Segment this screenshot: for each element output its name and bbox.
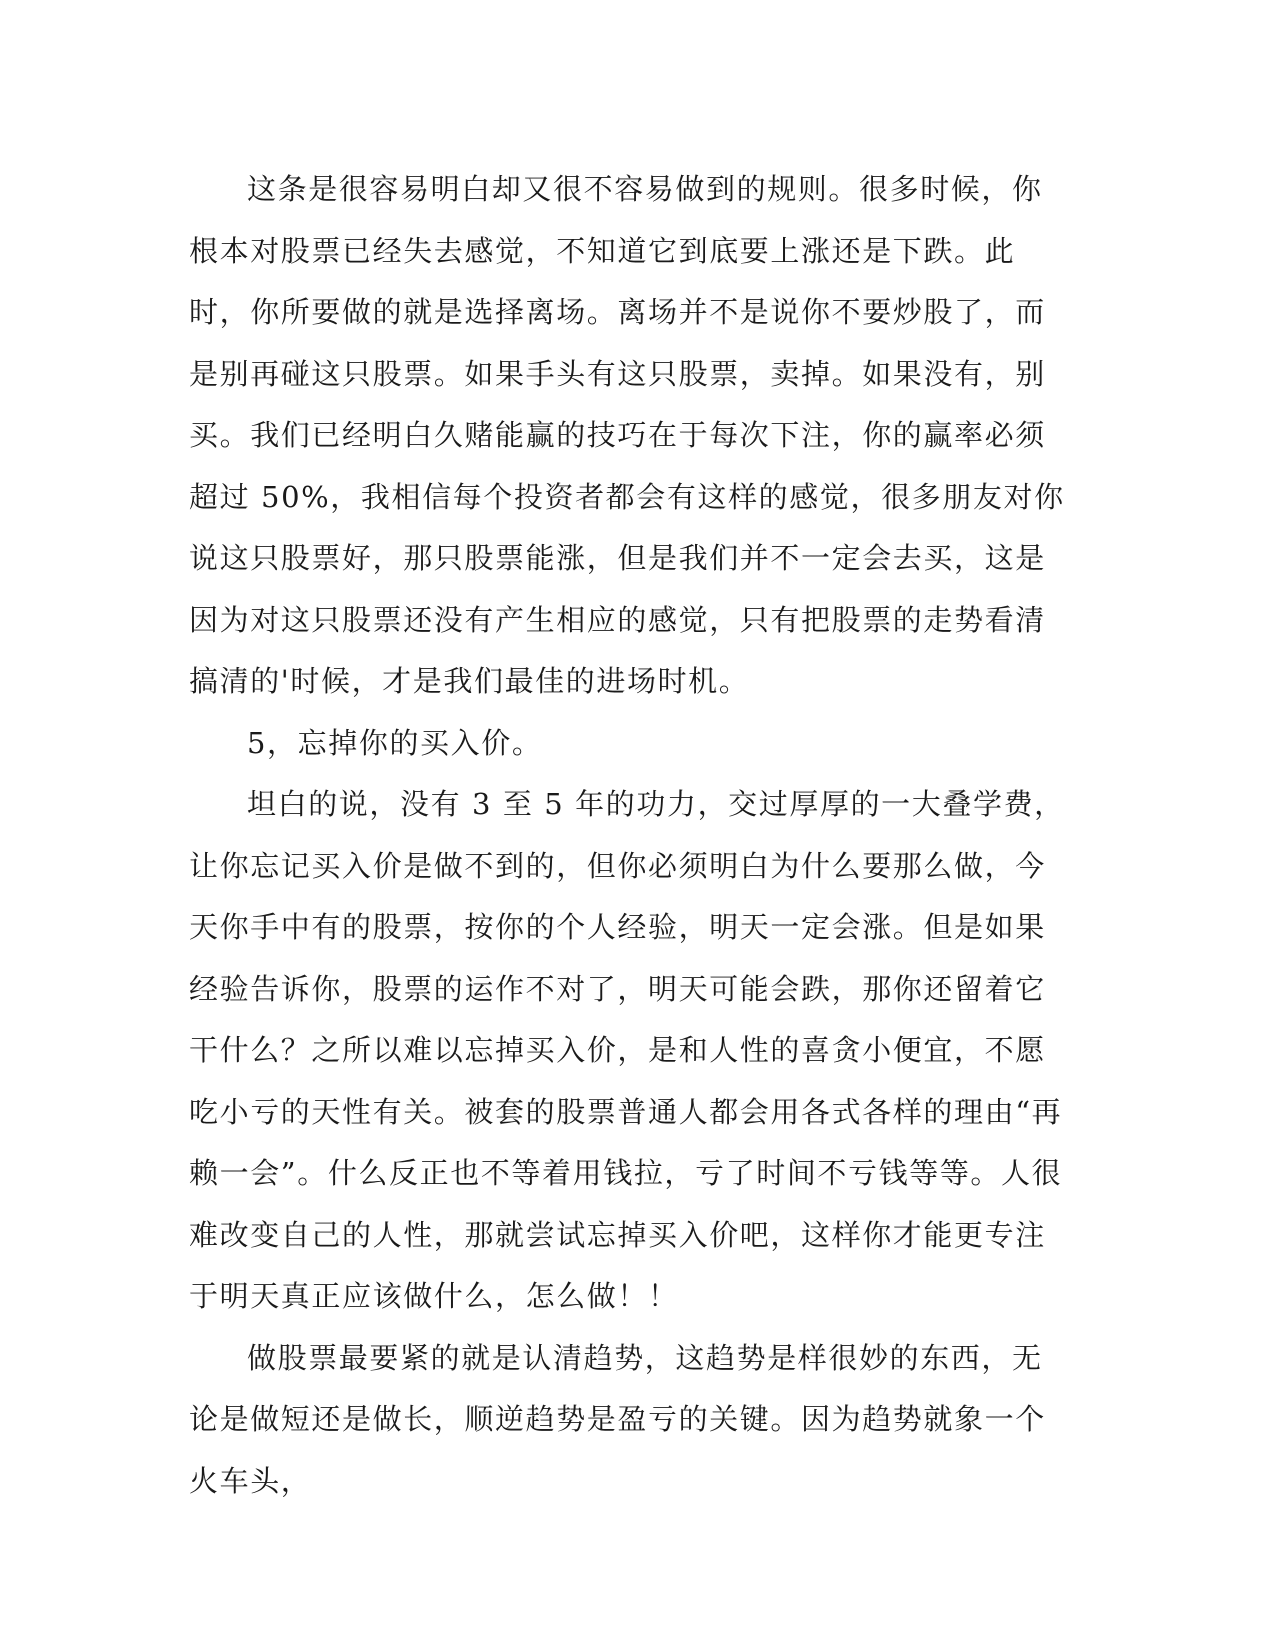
- paragraph-trend: 做股票最要紧的就是认清趋势，这趋势是样很妙的东西，无论是做短还是做长，顺逆趋势是盈亏的关键。因为趋势就象一个火车头，: [189, 1340, 1046, 1498]
- paragraph-forget-buy-price: 坦白的说，没有 3 至 5 年的功力，交过厚厚的一大叠学费，让你忘记买入价是做不到的，但你必须明白为什么要那么做，今天你手中有的股票，按你的个人经验，明天一定会涨。但是如果经验告诉你，股票的运作不对了，明天可能会跌，那你还留着它干什么？之所以难以忘掉买入价，是和人性的喜贪小便宜，不愿吃小亏的天性有关。被套的股票普通人都会用各式各样的理由“再赖一会”。什么反正也不等着用钱拉，亏了时间不亏钱等等。人很难改变自己的人性，那就尝试忘掉买入价吧，这样你才能更专注于明天真正应该做什么，怎么做！！: [189, 787, 1065, 1313]
- document-body: [189, 159, 1069, 1512]
- paragraph-exit-rule: 这条是很容易明白却又很不容易做到的规则。很多时候，你根本对股票已经失去感觉，不知道它到底要上涨还是下跌。此时，你所要做的就是选择离场。离场并不是说你不要炒股了，而是别再碰这只股票。如果手头有这只股票，卖掉。如果没有，别买。我们已经明白久赌能赢的技巧在于每次下注，你的赢率必须超过 50%，我相信每个投资者都会有这样的感觉，很多朋友对你说这只股票好，那只股票能涨，但是我们并不一定会去买，这是因为对这只股票还没有产生相应的感觉，只有把股票的走势看清搞清的'时候，才是我们最佳的进场时机。: [189, 172, 1065, 698]
- section-heading-forget-buy-price: 5，忘掉你的买入价。: [247, 725, 543, 760]
